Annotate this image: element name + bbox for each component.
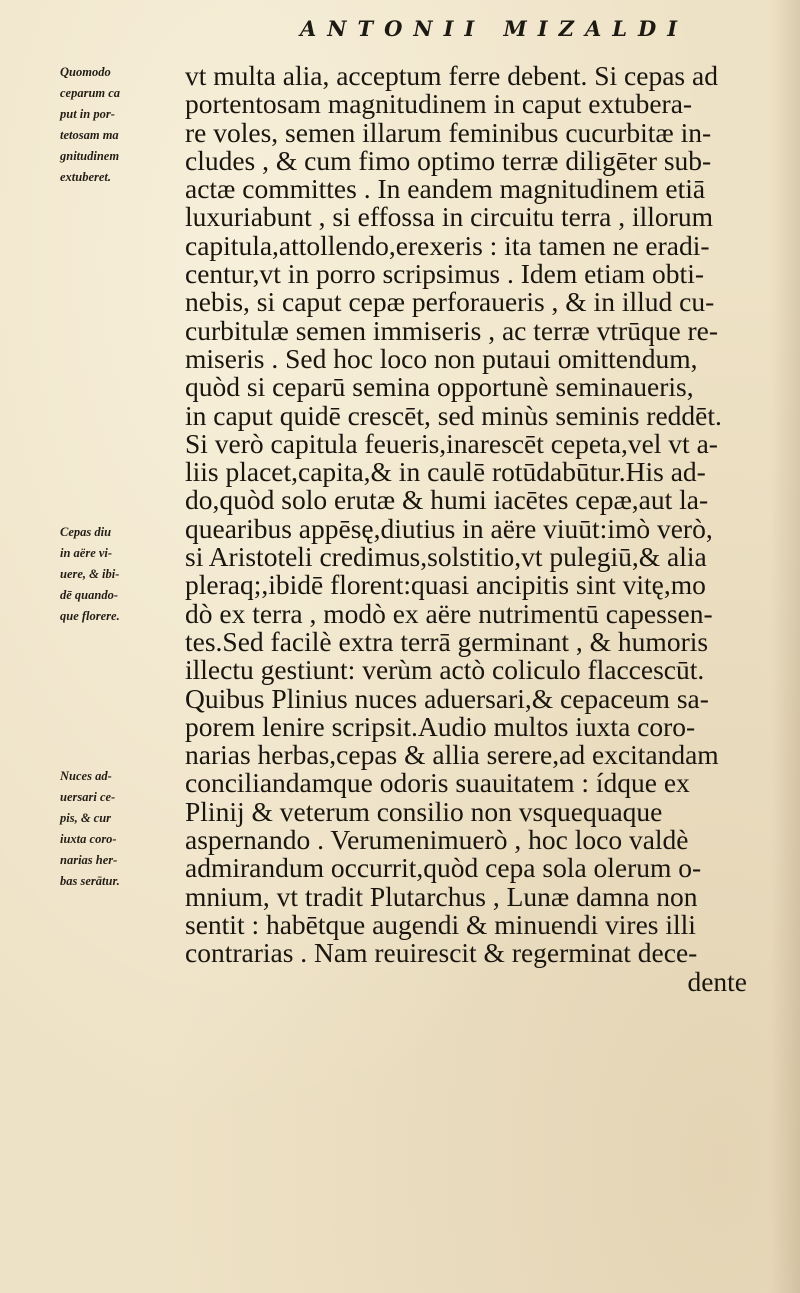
text-line: miseris . Sed hoc loco non putaui omittendum, (185, 342, 698, 374)
text-line: in caput quidē crescēt, sed minùs seminis reddēt. (185, 399, 722, 431)
text-line: sentit : habētque augendi & minuendi vires illi (185, 908, 696, 940)
marginal-line: uersari ce- (60, 790, 116, 804)
marginal-line: extuberet. (60, 170, 112, 184)
marginal-line: Cepas diu (60, 525, 112, 539)
text-line: admirandum occurrit,quòd cepa sola olerum o- (185, 852, 702, 884)
marginal-note-onion-size (60, 62, 192, 188)
running-head: ANTONII MIZALDI (300, 16, 689, 41)
marginal-note-onions-in-air (60, 522, 192, 627)
text-line: do,quòd solo erutæ & humi iacētes cepæ,aut la- (185, 484, 709, 516)
text-line: curbitulæ semen immiseris , ac terræ vtrūque re- (185, 314, 719, 346)
text-line: Plinij & veterum consilio non vsquequaque (185, 795, 663, 827)
text-line: tes.Sed facilè extra terrā germinant , & humoris (185, 625, 709, 657)
marginal-line: Quomodo (60, 65, 111, 79)
marginal-line: dē quando- (60, 588, 118, 602)
text-line: mnium, vt tradit Plutarchus , Lunæ damna non (185, 880, 698, 912)
text-line: Si verò capitula feueris,inarescēt cepeta,vel vt a- (185, 427, 718, 459)
text-line: contrarias . Nam reuirescit & regerminat dece- (185, 937, 698, 969)
text-line: capitula,attollendo,erexeris : ita tamen ne eradi- (185, 229, 710, 261)
marginal-note-nuts (60, 766, 192, 892)
text-line: porem lenire scripsit.Audio multos iuxta coro- (185, 710, 696, 742)
marginal-line: Nuces ad- (60, 769, 112, 783)
catchword: dente (687, 965, 747, 997)
marginal-line: tetosam ma (60, 128, 119, 142)
marginal-line: bas serātur. (60, 874, 120, 888)
body-text (185, 62, 775, 996)
text-line: aspernando . Verumenimuerò , hoc loco valdè (185, 824, 689, 856)
text-line: illectu gestiunt: verùm actò coliculo flaccescūt. (185, 654, 705, 686)
marginal-line: ceparum ca (60, 86, 121, 100)
text-line: si Aristoteli credimus,solstitio,vt pulegiū,& alia (185, 541, 707, 573)
marginal-line: iuxta coro- (60, 832, 117, 846)
marginal-line: que florere. (60, 609, 120, 623)
text-line: narias herbas,cepas & allia serere,ad excitandam (185, 739, 719, 771)
marginal-line: gnitudinem (60, 149, 120, 163)
marginal-line: put in por- (60, 107, 115, 121)
text-line: re voles, semen illarum feminibus cucurbitæ in- (185, 116, 712, 148)
text-line: luxuriabunt , si effossa in circuitu terra , illorum (185, 201, 713, 233)
text-line: dò ex terra , modò ex aëre nutrimentū capessen- (185, 597, 713, 629)
marginal-line: in aëre vi- (60, 546, 113, 560)
text-line: quòd si ceparū semina opportunè seminaueris, (185, 371, 694, 403)
text-line: centur,vt in porro scripsimus . Idem etiam obti- (185, 258, 704, 290)
text-line: conciliandamque odoris suauitatem : ídque ex (185, 767, 690, 799)
text-line: Quibus Plinius nuces aduersari,& cepaceum sa- (185, 682, 709, 714)
text-line: liis placet,capita,& in caulē rotūdabūtur.His ad- (185, 456, 706, 488)
text-line: portentosam magnitudinem in caput extubera- (185, 88, 693, 120)
text-line: actæ committes . In eandem magnitudinem etiā (185, 173, 706, 205)
text-line: vt multa alia, acceptum ferre debent. Si cepas ad (185, 60, 718, 91)
marginal-line: uere, & ibi- (60, 567, 120, 581)
text-line: nebis, si caput cepæ perforaueris , & in illud cu- (185, 286, 715, 318)
text-line: pleraq;,ibidē florent:quasi ancipitis sint vitę,mo (185, 569, 706, 601)
text-line: cludes , & cum fimo optimo terræ diligēter sub- (185, 144, 712, 176)
marginal-line: pis, & cur (60, 811, 112, 825)
marginal-line: narias her- (60, 853, 118, 867)
text-line: quearibus appēsę,diutius in aëre viuūt:imò verò, (185, 512, 713, 544)
